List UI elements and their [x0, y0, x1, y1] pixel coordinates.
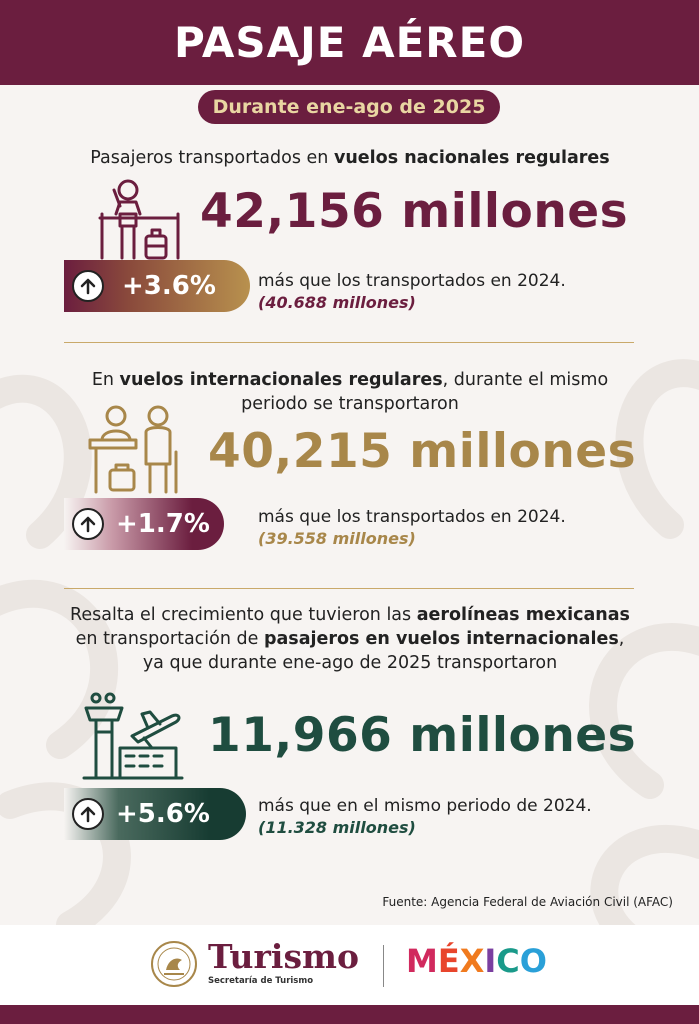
check-in-counter-icon — [88, 402, 184, 494]
up-arrow-icon — [72, 508, 104, 540]
header-banner — [0, 0, 699, 85]
mexican-airlines-change: +5.6% — [116, 799, 210, 829]
international-change-pill — [64, 498, 224, 550]
mexico-logo — [406, 942, 547, 980]
mexico-letter: O — [519, 942, 547, 980]
page-title: PASAJE AÉREO — [173, 18, 526, 67]
national-change-pill — [64, 260, 250, 312]
national-change: +3.6% — [122, 271, 216, 301]
source-note: Fuente: Agencia Federal de Aviación Civil (AFAC) — [382, 895, 673, 909]
up-arrow-icon — [72, 270, 104, 302]
divider-2 — [64, 588, 634, 589]
mexico-letter: I — [484, 942, 497, 980]
up-arrow-icon — [72, 798, 104, 830]
mexico-seal-icon — [150, 940, 198, 988]
mexican-airlines-desc: más que en el mismo periodo de 2024. (11.328 millones) — [258, 796, 592, 837]
mexico-letter: M — [406, 942, 438, 980]
mexican-airlines-prev: (11.328 millones) — [258, 818, 416, 837]
turismo-logo: Turismo — [208, 937, 359, 976]
mexico-letter: É — [437, 942, 460, 980]
secretaria-label: Secretaría de Turismo — [208, 976, 314, 986]
bottom-bar — [0, 1005, 699, 1024]
passenger-luggage-icon — [98, 176, 182, 264]
international-change: +1.7% — [116, 509, 210, 539]
mexican-airlines-intro: Resalta el crecimiento que tuvieron las aerolíneas mexicanas en transportación de pasajeros en vuelos internacionales, ya que durante ene-ago de 2025 transportaron — [70, 605, 630, 673]
mexico-letter: C — [496, 942, 520, 980]
mexican-airlines-value: 11,966 millones — [208, 708, 637, 763]
national-prev: (40.688 millones) — [258, 293, 416, 312]
international-desc: más que los transportados en 2024. (39.558 millones) — [258, 507, 566, 548]
control-tower-airplane-icon — [82, 690, 186, 786]
period-badge: Durante ene-ago de 2025 — [198, 90, 500, 124]
national-intro: Pasajeros transportados en vuelos nacionales regulares — [90, 148, 610, 168]
international-prev: (39.558 millones) — [258, 529, 416, 548]
international-value: 40,215 millones — [208, 424, 637, 479]
mexico-letter: X — [459, 942, 485, 980]
international-intro: En vuelos internacionales regulares, durante el mismo periodo se transportaron — [91, 370, 609, 414]
national-value: 42,156 millones — [200, 184, 629, 239]
divider-1 — [64, 342, 634, 343]
national-desc: más que los transportados en 2024. (40.688 millones) — [258, 271, 566, 312]
mexican-airlines-change-pill — [64, 788, 246, 840]
footer-divider — [383, 945, 384, 987]
